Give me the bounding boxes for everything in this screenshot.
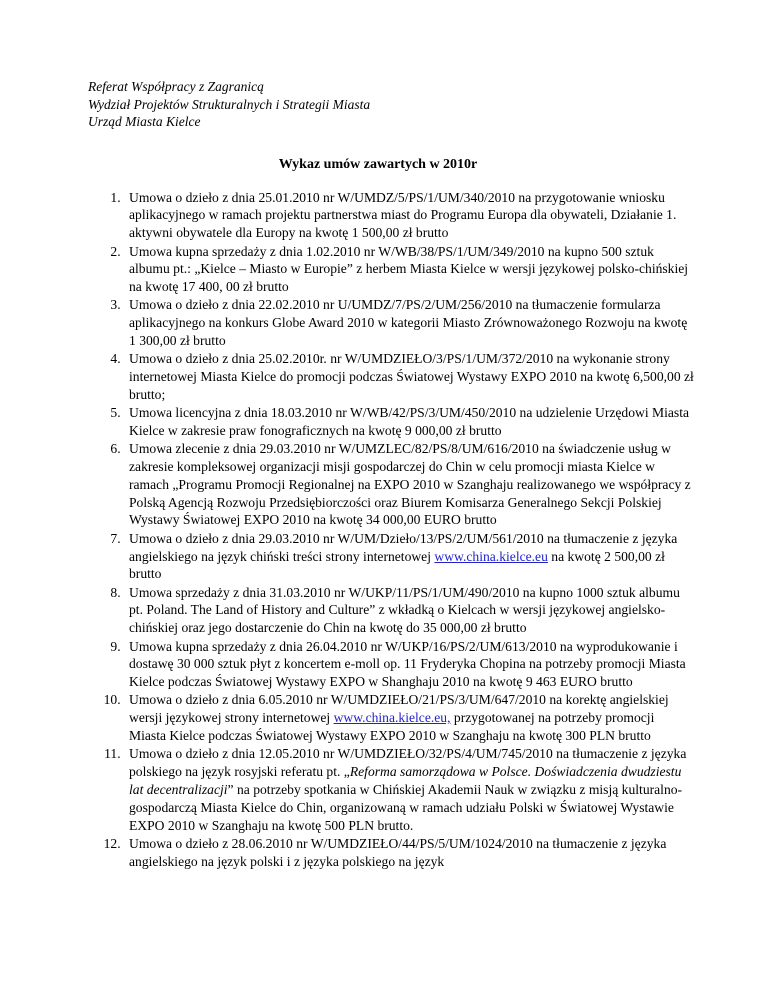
external-link[interactable]: www.china.kielce.eu: [434, 548, 548, 564]
list-item-text: na kwotę 2 500,00 zł brutto: [129, 548, 665, 582]
italic-text: Reforma samorządowa w Polsce. Doświadczenia dwudziestu lat decentralizacji: [129, 764, 682, 797]
external-link[interactable]: www.china.kielce.eu,: [333, 710, 451, 726]
list-item-text: Umowa sprzedaży z dnia 31.03.2010 nr W/UKP/11/PS/1/UM/490/2010 na kupno 1000 sztuk albumu pt. Poland. The Land of History and Culture” z wkładką o Kielcach w wersji językowej angielsko-chińskiej oraz jego dostarczenie do Chin na kwotę do 35 000,00 zł brutto: [129, 584, 680, 636]
list-item-text: Umowa o dzieło z dnia 6.05.2010 nr W/UMDZIEŁO/21/PS/3/UM/647/2010 na korektę angielskiej wersji językowej strony internetowej: [129, 692, 669, 726]
list-item: [124, 638, 694, 691]
list-item-text: przygotowanej na potrzeby promocji Miasta Kielce podczas Światowej Wystawy EXPO 2010 w Szanghaju na kwotę 300 PLN brutto: [129, 710, 655, 744]
header-line-division: Wydział Projektów Strukturalnych i Strategii Miasta: [88, 96, 371, 112]
list-item-text: Umowa o dzieło z 28.06.2010 nr W/UMDZIEŁO/44/PS/5/UM/1024/2010 na tłumaczenie z języka angielskiego na język polski i z języka polskiego na język: [129, 835, 667, 869]
contracts-list: [88, 189, 694, 871]
list-item: [124, 584, 694, 637]
list-item-text: Umowa o dzieło z dnia 12.05.2010 nr W/UMDZIEŁO/32/PS/4/UM/745/2010 na tłumaczenie z języka polskiego na język rosyjski referatu pt. „: [129, 746, 687, 780]
list-item: [124, 404, 694, 440]
list-item-text: Umowa o dzieło z dnia 25.01.2010 nr W/UMDZ/5/PS/1/UM/340/2010 na przygotowanie wniosku aplikacyjnego w ramach projektu partnerstwa miast do Programu Europa dla obywateli, Działanie 1. aktywni obywatele dla Europy na kwotę 1 500,00 zł brutto: [129, 189, 677, 241]
list-item: [124, 189, 694, 242]
document-header: [88, 78, 694, 131]
list-item-text: Umowa o dzieło z dnia 22.02.2010 nr U/UMDZ/7/PS/2/UM/256/2010 na tłumaczenie formularza aplikacyjnego na konkurs Globe Award 2010 w kategorii Miasto Zrównoważonego Rozwoju na kwotę 1 300,00 zł brutto: [129, 297, 688, 349]
list-item-text: ” na potrzeby spotkania w Chińskiej Akademii Nauk w związku z misją kulturalno-gospodarczą Miasta Kielce do Chin, organizowaną w ramach udziału Polski w Światowej Wystawie EXPO 2010 w Szanghaju na kwotę 500 PLN brutto.: [129, 781, 683, 833]
header-line-department: Referat Współpracy z Zagranicą: [88, 79, 264, 94]
list-item-text: Umowa zlecenie z dnia 29.03.2010 nr W/UMZLEC/82/PS/8/UM/616/2010 na świadczenie usług w zakresie kompleksowej organizacji misji gospodarczej do Chin w celu promocji miasta Kielce w ramach „Programu Promocji Regionalnej na EXPO 2010 w Szanghaju realizowanego we współpracy z Polską Agencją Rozwoju Przedsiębiorczości oraz Biurem Komisarza Generalnego Sekcji Polskiej Wystawy Światowej EXPO 2010 na kwotę 34 000,00 EURO brutto: [129, 441, 691, 528]
list-item: [124, 243, 694, 296]
list-item-text: Umowa licencyjna z dnia 18.03.2010 nr W/WB/42/PS/3/UM/450/2010 na udzielenie Urzędowi Miasta Kielce w zakresie praw fonograficznych na kwotę 9 000,00 zł brutto: [129, 405, 690, 438]
header-line-office: Urząd Miasta Kielce: [88, 114, 201, 130]
page-title: Wykaz umów zawartych w 2010r: [278, 156, 478, 172]
list-item-text: Umowa o dzieło z dnia 29.03.2010 nr W/UM/Dzieło/13/PS/2/UM/561/2010 na tłumaczenie z języka angielskiego na język chiński treści strony internetowej: [129, 530, 678, 564]
list-item-text: Umowa kupna sprzedaży z dnia 26.04.2010 nr W/UKP/16/PS/2/UM/613/2010 na wyprodukowanie i dostawę 30 000 sztuk płyt z koncertem e-moll op. 11 Fryderyka Chopina na potrzeby promocji Miasta Kielce podczas Światowej Wystawy EXPO w Shanghaju 2010 na kwotę 9 463 EURO brutto: [129, 638, 686, 690]
list-item: [124, 440, 694, 529]
list-item: [124, 296, 694, 349]
list-item: [124, 691, 694, 744]
list-item: [124, 835, 694, 871]
list-item: [124, 530, 694, 583]
list-item-text: Umowa kupna sprzedaży z dnia 1.02.2010 nr W/WB/38/PS/1/UM/349/2010 na kupno 500 sztuk albumu pt.: „Kielce – Miasto w Europie” z herbem Miasta Kielce w wersji językowej polsko-chińskiej na kwotę 17 400, 00 zł brutto: [129, 243, 689, 295]
list-item: [124, 350, 694, 403]
list-item: [124, 745, 694, 834]
list-item-text: Umowa o dzieło z dnia 25.02.2010r. nr W/UMDZIEŁO/3/PS/1/UM/372/2010 na wykonanie strony internetowej Miasta Kielce do promocji podczas Światowej Wystawy EXPO 2010 na kwotę 6,500,00 zł brutto;: [129, 351, 694, 402]
